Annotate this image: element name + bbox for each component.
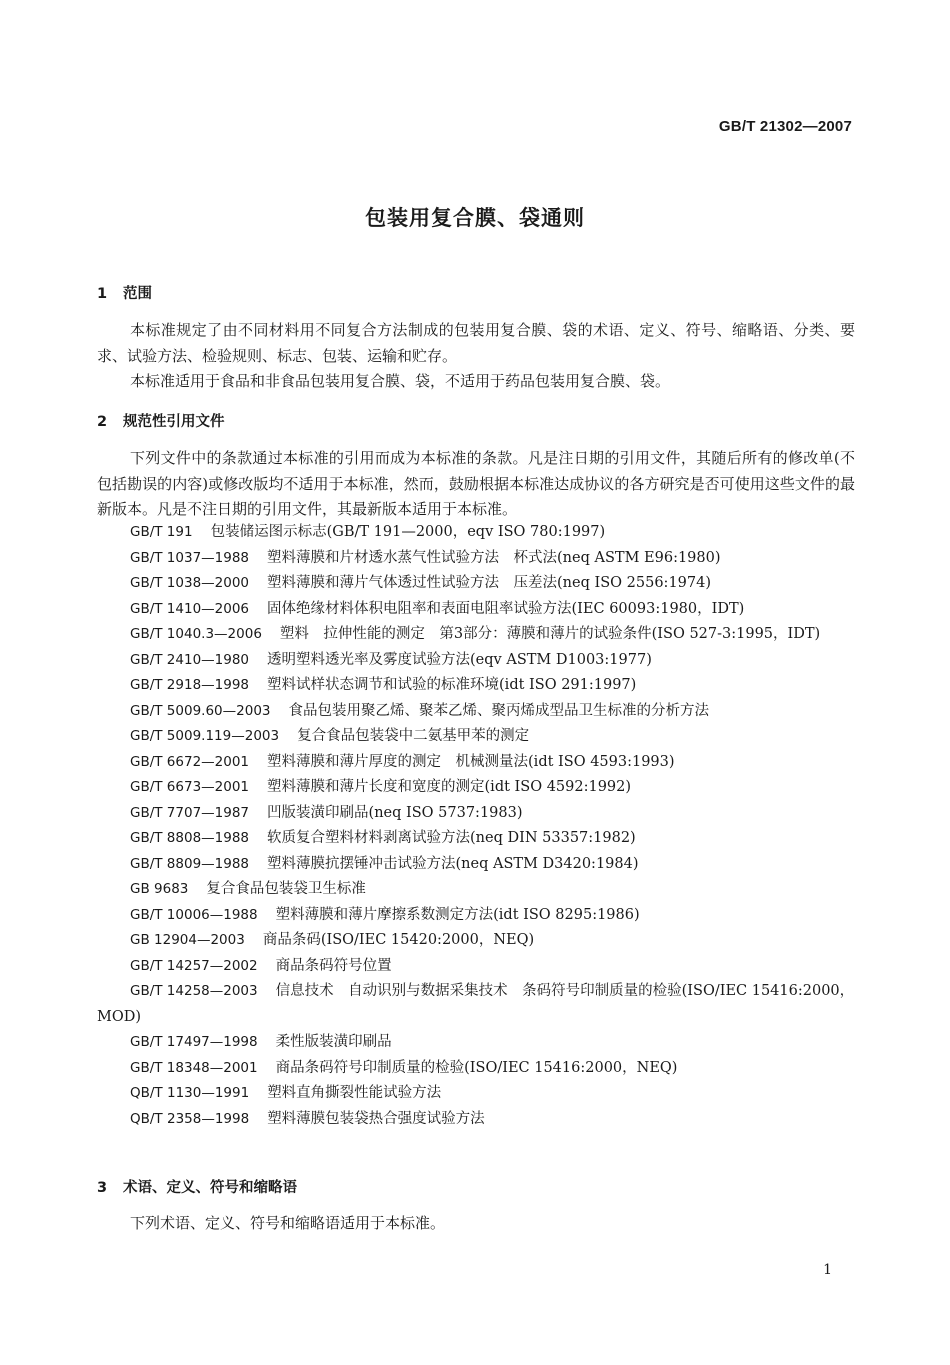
reference-title: 塑料试样状态调节和试验的标准环境(idt ISO 291:1997) xyxy=(267,677,637,693)
section-3-paragraph-1: 下列术语、定义、符号和缩略语适用于本标准。 xyxy=(130,1214,446,1232)
reference-item xyxy=(97,1081,855,1107)
reference-code: GB 12904—2003 xyxy=(130,932,245,948)
section-1-paragraph-2: 本标准适用于食品和非食品包装用复合膜、袋，不适用于药品包装用复合膜、袋。 xyxy=(130,372,671,390)
section-2-paragraph-1: 下列文件中的条款通过本标准的引用而成为本标准的条款。凡是注日期的引用文件，其随后所有的修改单(不包括勘误的内容)或修改版均不适用于本标准，然而，鼓励根据本标准达成协议的各方研究是否可使用这些文件的最新版本。凡是不注日期的引用文件，其最新版本适用于本标准。 xyxy=(97,449,855,518)
reference-item xyxy=(97,1030,855,1056)
reference-item xyxy=(97,1107,855,1133)
reference-item xyxy=(97,648,855,674)
reference-item xyxy=(97,1056,855,1082)
reference-code: GB/T 5009.60—2003 xyxy=(130,702,271,719)
reference-title: 塑料薄膜包装袋热合强度试验方法 xyxy=(267,1110,485,1127)
reference-code: GB/T 5009.119—2003 xyxy=(130,728,280,744)
reference-item xyxy=(97,724,855,750)
section-title: 范围 xyxy=(123,286,152,302)
reference-item xyxy=(97,571,855,597)
document-title: 包装用复合膜、袋通则 xyxy=(365,206,585,230)
normative-references-list xyxy=(97,520,855,1132)
reference-item xyxy=(97,928,855,954)
reference-title: 商品条码符号印制质量的检验(ISO/IEC 15416:2000，NEQ) xyxy=(275,1059,678,1076)
reference-item xyxy=(97,826,855,852)
reference-title: 塑料薄膜和片材透水蒸气性试验方法 杯式法(neq ASTM E96:1980) xyxy=(267,549,721,566)
reference-code: QB/T 2358—1998 xyxy=(130,1110,250,1127)
reference-code: GB/T 10006—1988 xyxy=(130,906,258,923)
reference-item xyxy=(97,597,855,623)
reference-code: GB/T 6673—2001 xyxy=(130,779,250,795)
reference-item xyxy=(97,750,855,776)
page-number: 1 xyxy=(823,1262,832,1278)
reference-title: 塑料直角撕裂性能试验方法 xyxy=(267,1085,442,1101)
reference-code: GB/T 7707—1987 xyxy=(130,804,250,821)
reference-code: GB/T 2410—1980 xyxy=(130,651,250,668)
reference-code: GB/T 8808—1988 xyxy=(130,830,250,846)
reference-title: 塑料薄膜和薄片厚度的测定 机械测量法(idt ISO 4593:1993) xyxy=(267,753,675,770)
reference-title: 包装储运图示标志(GB/T 191—2000，eqv ISO 780:1997) xyxy=(210,524,606,540)
reference-title: 食品包装用聚乙烯、聚苯乙烯、聚丙烯成型品卫生标准的分析方法 xyxy=(288,702,709,719)
reference-item xyxy=(97,673,855,699)
reference-title: 复合食品包装袋中二氨基甲苯的测定 xyxy=(297,728,530,744)
reference-title: 复合食品包装袋卫生标准 xyxy=(206,881,366,897)
reference-item xyxy=(97,546,855,572)
reference-item xyxy=(97,775,855,801)
reference-item xyxy=(97,622,855,648)
reference-code: GB/T 191 xyxy=(130,524,193,540)
reference-title: 塑料薄膜和薄片气体透过性试验方法 压差法(neq ISO 2556:1974) xyxy=(267,575,711,591)
reference-title: 塑料薄膜抗摆锤冲击试验方法(neq ASTM D3420:1984) xyxy=(267,855,639,872)
reference-code: GB 9683 xyxy=(130,881,189,897)
reference-code: QB/T 1130—1991 xyxy=(130,1085,250,1101)
reference-code: GB/T 1037—1988 xyxy=(130,549,250,566)
section-number: 3 xyxy=(97,1180,108,1196)
reference-code: GB/T 1040.3—2006 xyxy=(130,626,262,642)
reference-title: 商品条码符号位置 xyxy=(275,957,392,974)
reference-title: 塑料薄膜和薄片长度和宽度的测定(idt ISO 4592:1992) xyxy=(267,779,632,795)
reference-title: 柔性版装潢印刷品 xyxy=(275,1034,392,1050)
reference-code: GB/T 8809—1988 xyxy=(130,855,250,872)
reference-code: GB/T 1038—2000 xyxy=(130,575,250,591)
reference-code: GB/T 2918—1998 xyxy=(130,677,250,693)
section-number: 1 xyxy=(97,286,108,302)
reference-title: 固体绝缘材料体积电阻率和表面电阻率试验方法(IEC 60093:1980，IDT) xyxy=(267,600,745,617)
section-3-heading xyxy=(97,1176,297,1197)
section-2-heading xyxy=(97,410,225,431)
section-1-paragraph-1: 本标准规定了由不同材料用不同复合方法制成的包装用复合膜、袋的术语、定义、符号、缩略语、分类、要求、试验方法、检验规则、标志、包装、运输和贮存。 xyxy=(97,321,855,365)
reference-item xyxy=(97,520,855,546)
reference-title: 塑料 拉伸性能的测定 第3部分：薄膜和薄片的试验条件(ISO 527-3:1995，IDT) xyxy=(279,626,821,642)
reference-code: GB/T 14257—2002 xyxy=(130,957,258,974)
reference-title: 信息技术 自动识别与数据采集技术 条码符号印制质量的检验(ISO/IEC 15416:2000，MOD) xyxy=(97,983,855,1025)
section-title: 术语、定义、符号和缩略语 xyxy=(123,1180,297,1196)
reference-item xyxy=(97,979,855,1030)
reference-code: GB/T 14258—2003 xyxy=(130,983,258,999)
reference-title: 软质复合塑料材料剥离试验方法(neq DIN 53357:1982) xyxy=(267,830,636,846)
reference-code: GB/T 17497—1998 xyxy=(130,1034,258,1050)
reference-title: 透明塑料透光率及雾度试验方法(eqv ASTM D1003:1977) xyxy=(267,651,652,668)
reference-item xyxy=(97,699,855,725)
reference-item xyxy=(97,903,855,929)
reference-code: GB/T 6672—2001 xyxy=(130,753,250,770)
section-number: 2 xyxy=(97,414,108,430)
section-1-heading xyxy=(97,282,152,303)
reference-title: 凹版装潢印刷品(neq ISO 5737:1983) xyxy=(267,804,523,821)
reference-title: 商品条码(ISO/IEC 15420:2000，NEQ) xyxy=(262,932,535,948)
reference-title: 塑料薄膜和薄片摩擦系数测定方法(idt ISO 8295:1986) xyxy=(275,906,640,923)
reference-code: GB/T 18348—2001 xyxy=(130,1059,258,1076)
reference-code: GB/T 1410—2006 xyxy=(130,600,250,617)
standard-code: GB/T 21302—2007 xyxy=(718,118,852,135)
reference-item xyxy=(97,801,855,827)
reference-item xyxy=(97,954,855,980)
reference-item xyxy=(97,877,855,903)
reference-item xyxy=(97,852,855,878)
section-title: 规范性引用文件 xyxy=(123,414,225,430)
